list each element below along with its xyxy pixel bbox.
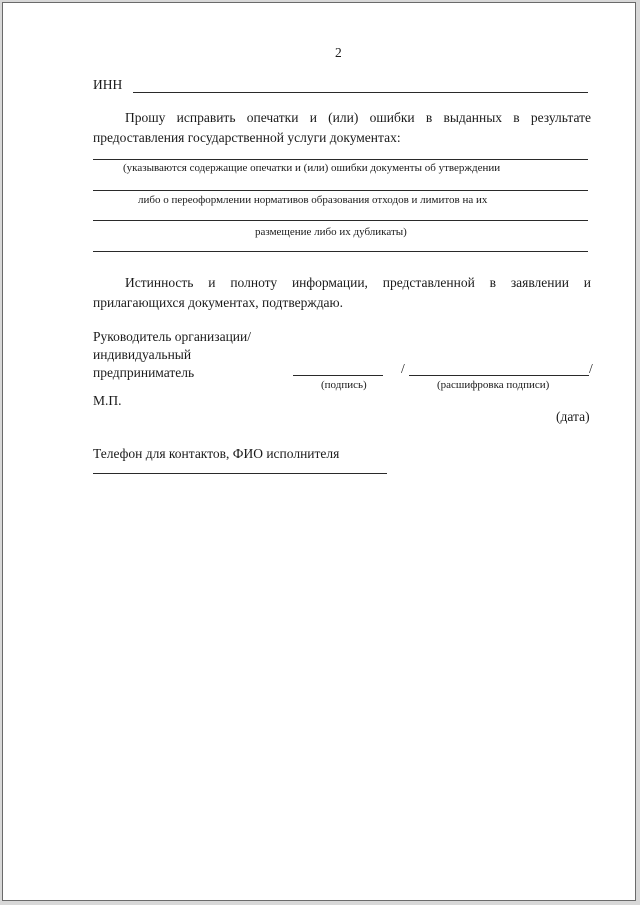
contact-label: Телефон для контактов, ФИО исполнителя (93, 446, 340, 461)
signature-caption: (подпись) (321, 379, 367, 391)
signature-field-line (293, 375, 383, 376)
fill-line-4 (93, 251, 588, 252)
page-number: 2 (335, 45, 342, 60)
request-line-1: Прошу исправить опечатки и (или) ошибки в выданных в результате (125, 110, 591, 125)
name-caption: (расшифровка подписи) (437, 379, 550, 391)
request-line-2: предоставления государственной услуги документах: (93, 130, 401, 145)
name-close-slash: / (589, 361, 593, 376)
signer-line-2: индивидуальный (93, 347, 192, 362)
contact-field-line (93, 473, 387, 474)
signer-line-1: Руководитель организации/ (93, 329, 252, 344)
signer-line-3: предприниматель (93, 365, 195, 380)
fill-line-3 (93, 220, 588, 221)
inn-label: ИНН (93, 77, 123, 92)
confirm-line-1: Истинность и полноту информации, представленной в заявлении и (125, 275, 591, 290)
name-field-line (409, 375, 589, 376)
stamp-label: М.П. (93, 393, 122, 408)
inn-field-line (133, 92, 588, 93)
hint-line-3: размещение либо их дубликаты) (255, 226, 407, 238)
name-open-slash: / (401, 361, 405, 376)
date-label: (дата) (556, 409, 590, 424)
hint-line-2: либо о переоформлении нормативов образования отходов и лимитов на их (138, 194, 488, 206)
document-page (2, 2, 636, 901)
confirm-line-2: прилагающихся документах, подтверждаю. (93, 295, 344, 310)
fill-line-2 (93, 190, 588, 191)
hint-line-1: (указываются содержащие опечатки и (или) ошибки документы об утверждении (123, 162, 501, 174)
fill-line-1 (93, 159, 588, 160)
